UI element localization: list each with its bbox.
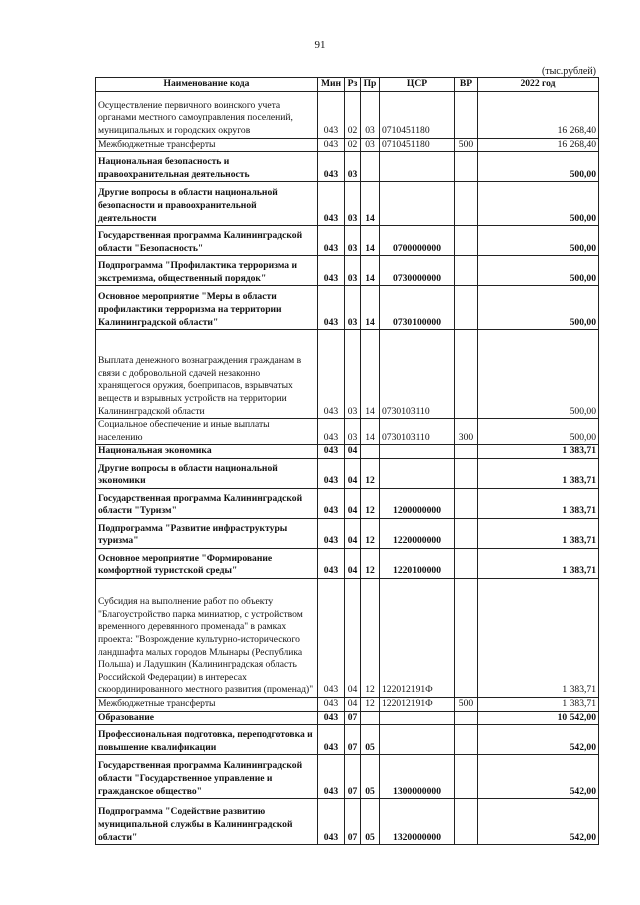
cell-vr bbox=[455, 182, 478, 226]
cell-vr bbox=[455, 330, 478, 419]
cell-csr: 1200000000 bbox=[380, 488, 455, 518]
cell-csr bbox=[380, 458, 455, 488]
cell-name: Межбюджетные трансферты bbox=[96, 697, 318, 711]
cell-rz: 02 bbox=[345, 138, 361, 152]
cell-vr: 500 bbox=[455, 138, 478, 152]
cell-sum: 1 383,71 bbox=[478, 697, 599, 711]
table-row bbox=[96, 152, 599, 182]
cell-vr bbox=[455, 256, 478, 286]
cell-rz: 04 bbox=[345, 458, 361, 488]
cell-name: Государственная программа Калининградской области "Туризм" bbox=[96, 488, 318, 518]
table-row bbox=[96, 488, 599, 518]
cell-rz: 03 bbox=[345, 152, 361, 182]
cell-sum: 542,00 bbox=[478, 755, 599, 799]
cell-vr bbox=[455, 286, 478, 330]
cell-rz: 07 bbox=[345, 711, 361, 725]
cell-csr bbox=[380, 445, 455, 459]
cell-rz: 07 bbox=[345, 725, 361, 755]
cell-min: 043 bbox=[318, 725, 345, 755]
cell-name: Другие вопросы в области национальной экономики bbox=[96, 458, 318, 488]
cell-csr: 1320000000 bbox=[380, 799, 455, 845]
table-row bbox=[96, 286, 599, 330]
cell-csr: 0700000000 bbox=[380, 226, 455, 256]
cell-name: Основное мероприятие "Меры в области профилактики терроризма на территории Калининградской области" bbox=[96, 286, 318, 330]
cell-vr bbox=[455, 445, 478, 459]
cell-vr bbox=[455, 548, 478, 578]
cell-pr: 14 bbox=[361, 419, 380, 445]
cell-rz: 04 bbox=[345, 445, 361, 459]
units-label: (тыс.рублей) bbox=[541, 66, 596, 77]
cell-vr: 300 bbox=[455, 419, 478, 445]
cell-pr: 14 bbox=[361, 330, 380, 419]
cell-min: 043 bbox=[318, 182, 345, 226]
cell-sum: 500,00 bbox=[478, 286, 599, 330]
header-sum: 2022 год bbox=[478, 78, 599, 92]
cell-name: Государственная программа Калининградской области "Государственное управление и гражданское общество" bbox=[96, 755, 318, 799]
cell-pr: 14 bbox=[361, 182, 380, 226]
cell-vr bbox=[455, 578, 478, 697]
cell-rz: 04 bbox=[345, 518, 361, 548]
cell-vr bbox=[455, 725, 478, 755]
table-row bbox=[96, 578, 599, 697]
cell-min: 043 bbox=[318, 578, 345, 697]
cell-csr: 1220000000 bbox=[380, 518, 455, 548]
table-row bbox=[96, 91, 599, 138]
cell-min: 043 bbox=[318, 286, 345, 330]
cell-pr: 12 bbox=[361, 548, 380, 578]
cell-csr: 1300000000 bbox=[380, 755, 455, 799]
cell-pr: 05 bbox=[361, 755, 380, 799]
cell-rz: 03 bbox=[345, 286, 361, 330]
header-vr: ВР bbox=[455, 78, 478, 92]
table-row bbox=[96, 755, 599, 799]
cell-name: Осуществление первичного воинского учета органами местного самоуправления поселений, муниципальных и городских округов bbox=[96, 91, 318, 138]
cell-min: 043 bbox=[318, 799, 345, 845]
cell-pr: 12 bbox=[361, 578, 380, 697]
cell-csr: 0730103110 bbox=[380, 330, 455, 419]
cell-pr: 03 bbox=[361, 91, 380, 138]
cell-sum: 10 542,00 bbox=[478, 711, 599, 725]
cell-sum: 542,00 bbox=[478, 799, 599, 845]
cell-min: 043 bbox=[318, 518, 345, 548]
cell-min: 043 bbox=[318, 548, 345, 578]
cell-sum: 1 383,71 bbox=[478, 445, 599, 459]
cell-rz: 02 bbox=[345, 91, 361, 138]
cell-vr bbox=[455, 226, 478, 256]
cell-rz: 03 bbox=[345, 419, 361, 445]
cell-csr: 122012191Ф bbox=[380, 578, 455, 697]
cell-vr bbox=[455, 799, 478, 845]
cell-rz: 04 bbox=[345, 578, 361, 697]
cell-name: Другие вопросы в области национальной безопасности и правоохранительной деятельности bbox=[96, 182, 318, 226]
table-row bbox=[96, 458, 599, 488]
cell-rz: 03 bbox=[345, 182, 361, 226]
cell-csr bbox=[380, 725, 455, 755]
cell-csr: 0710451180 bbox=[380, 91, 455, 138]
cell-rz: 03 bbox=[345, 330, 361, 419]
cell-sum: 16 268,40 bbox=[478, 91, 599, 138]
table-row bbox=[96, 330, 599, 419]
header-min: Мин bbox=[318, 78, 345, 92]
cell-sum: 500,00 bbox=[478, 182, 599, 226]
cell-vr bbox=[455, 458, 478, 488]
header-csr: ЦСР bbox=[380, 78, 455, 92]
cell-name: Основное мероприятие "Формирование комфортной туристской среды" bbox=[96, 548, 318, 578]
cell-rz: 03 bbox=[345, 256, 361, 286]
table-row bbox=[96, 711, 599, 725]
cell-name: Национальная безопасность и правоохранительная деятельность bbox=[96, 152, 318, 182]
cell-pr: 12 bbox=[361, 488, 380, 518]
table-row bbox=[96, 226, 599, 256]
cell-csr: 0730103110 bbox=[380, 419, 455, 445]
cell-pr: 14 bbox=[361, 256, 380, 286]
cell-csr bbox=[380, 152, 455, 182]
cell-name: Профессиональная подготовка, переподготовка и повышение квалификации bbox=[96, 725, 318, 755]
cell-rz: 04 bbox=[345, 548, 361, 578]
cell-name: Социальное обеспечение и иные выплаты населению bbox=[96, 419, 318, 445]
table-body bbox=[96, 91, 599, 845]
cell-sum: 1 383,71 bbox=[478, 578, 599, 697]
cell-pr bbox=[361, 711, 380, 725]
cell-sum: 500,00 bbox=[478, 256, 599, 286]
table-row bbox=[96, 548, 599, 578]
table-header-row bbox=[96, 78, 599, 92]
cell-min: 043 bbox=[318, 226, 345, 256]
cell-min: 043 bbox=[318, 91, 345, 138]
cell-pr: 05 bbox=[361, 725, 380, 755]
cell-vr bbox=[455, 488, 478, 518]
cell-sum: 500,00 bbox=[478, 226, 599, 256]
cell-rz: 03 bbox=[345, 226, 361, 256]
table-row bbox=[96, 799, 599, 845]
cell-pr: 12 bbox=[361, 518, 380, 548]
cell-rz: 07 bbox=[345, 799, 361, 845]
cell-csr bbox=[380, 711, 455, 725]
cell-name: Подпрограмма "Содействие развитию муниципальной службы в Калининградской области" bbox=[96, 799, 318, 845]
cell-sum: 1 383,71 bbox=[478, 518, 599, 548]
cell-pr: 12 bbox=[361, 697, 380, 711]
cell-min: 043 bbox=[318, 445, 345, 459]
cell-name: Выплата денежного вознаграждения гражданам в связи с добровольной сдачей незаконно хранящегося оружия, боеприпасов, взрывчатых веществ и взрывных устройств на территории Калининградской области bbox=[96, 330, 318, 419]
cell-name: Подпрограмма "Развитие инфраструктуры туризма" bbox=[96, 518, 318, 548]
cell-pr bbox=[361, 445, 380, 459]
cell-pr: 12 bbox=[361, 458, 380, 488]
cell-sum: 1 383,71 bbox=[478, 488, 599, 518]
cell-sum: 16 268,40 bbox=[478, 138, 599, 152]
cell-vr bbox=[455, 518, 478, 548]
table-row bbox=[96, 518, 599, 548]
cell-vr bbox=[455, 152, 478, 182]
cell-csr: 1220100000 bbox=[380, 548, 455, 578]
cell-sum: 542,00 bbox=[478, 725, 599, 755]
cell-name: Образование bbox=[96, 711, 318, 725]
cell-pr: 03 bbox=[361, 138, 380, 152]
table-row bbox=[96, 419, 599, 445]
cell-min: 043 bbox=[318, 458, 345, 488]
cell-sum: 500,00 bbox=[478, 330, 599, 419]
cell-vr bbox=[455, 711, 478, 725]
cell-vr bbox=[455, 755, 478, 799]
cell-csr: 0730000000 bbox=[380, 256, 455, 286]
table-row bbox=[96, 256, 599, 286]
cell-csr: 0710451180 bbox=[380, 138, 455, 152]
cell-sum: 1 383,71 bbox=[478, 548, 599, 578]
cell-pr: 14 bbox=[361, 286, 380, 330]
cell-rz: 04 bbox=[345, 488, 361, 518]
cell-vr bbox=[455, 91, 478, 138]
cell-sum: 1 383,71 bbox=[478, 458, 599, 488]
cell-min: 043 bbox=[318, 330, 345, 419]
cell-rz: 04 bbox=[345, 697, 361, 711]
table-row bbox=[96, 445, 599, 459]
table-row bbox=[96, 138, 599, 152]
header-rz: Рз bbox=[345, 78, 361, 92]
cell-vr: 500 bbox=[455, 697, 478, 711]
cell-name: Государственная программа Калининградской области "Безопасность" bbox=[96, 226, 318, 256]
cell-min: 043 bbox=[318, 755, 345, 799]
cell-pr: 14 bbox=[361, 226, 380, 256]
cell-name: Национальная экономика bbox=[96, 445, 318, 459]
header-pr: Пр bbox=[361, 78, 380, 92]
cell-sum: 500,00 bbox=[478, 152, 599, 182]
cell-pr bbox=[361, 152, 380, 182]
cell-min: 043 bbox=[318, 488, 345, 518]
table-row bbox=[96, 725, 599, 755]
cell-csr: 0730100000 bbox=[380, 286, 455, 330]
cell-min: 043 bbox=[318, 256, 345, 286]
cell-min: 043 bbox=[318, 419, 345, 445]
cell-rz: 07 bbox=[345, 755, 361, 799]
cell-min: 043 bbox=[318, 711, 345, 725]
cell-name: Межбюджетные трансферты bbox=[96, 138, 318, 152]
budget-table bbox=[95, 77, 599, 845]
cell-min: 043 bbox=[318, 697, 345, 711]
cell-name: Субсидия на выполнение работ по объекту "Благоустройство парка миниатюр, с устройством временного деревянного променада" в рамках проекта: "Возрождение культурно-исторического ландшафта малых городов Млынары (Республика Польша) и Ладушкин (Калининградская область Российской Федерации) в интересах скоординированного местного развития (променад)" bbox=[96, 578, 318, 697]
cell-name: Подпрограмма "Профилактика терроризма и экстремизма, общественный порядок" bbox=[96, 256, 318, 286]
cell-min: 043 bbox=[318, 138, 345, 152]
cell-sum: 500,00 bbox=[478, 419, 599, 445]
cell-csr bbox=[380, 182, 455, 226]
header-name: Наименование кода bbox=[96, 78, 318, 92]
table-row bbox=[96, 697, 599, 711]
cell-csr: 122012191Ф bbox=[380, 697, 455, 711]
table-row bbox=[96, 182, 599, 226]
cell-min: 043 bbox=[318, 152, 345, 182]
page-number: 91 bbox=[314, 39, 326, 51]
cell-pr: 05 bbox=[361, 799, 380, 845]
